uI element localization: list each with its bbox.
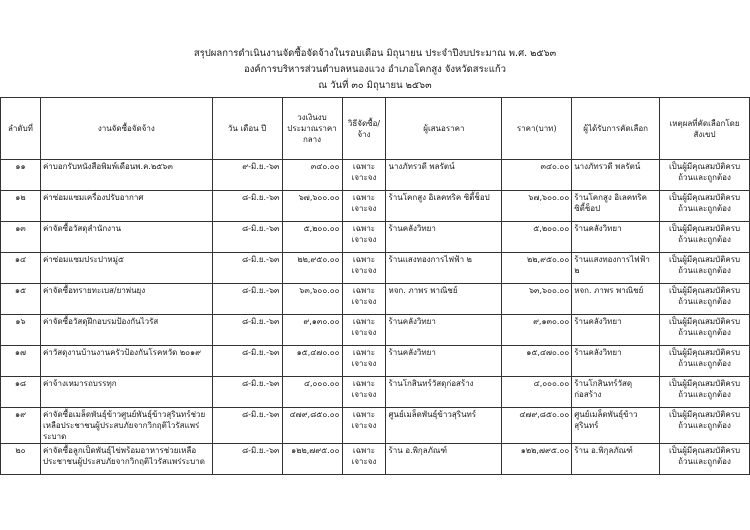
cell-bidder: ร้านคลังวิทยา [386, 315, 502, 346]
cell-budget: ๙,๑๓๐.๐๐ [282, 315, 342, 346]
col-header-date: วัน เดือน ปี [212, 98, 282, 160]
cell-work: ค่าจัดซื้อวัสดุสำนักงาน [40, 222, 212, 253]
cell-date: ๘-มิ.ย.-๖๓ [212, 377, 282, 408]
cell-reason: เป็นผู้มีคุณสมบัติครบถ้วนและถูกต้อง [660, 284, 750, 315]
cell-price: ๔๗๙,๘๕๐.๐๐ [502, 408, 572, 444]
cell-method: เฉพาะเจาะจง [342, 222, 386, 253]
cell-budget: ๔๗๙,๘๕๐.๐๐ [282, 408, 342, 444]
col-header-bidder: ผู้เสนอราคา [386, 98, 502, 160]
cell-reason: เป็นผู้มีคุณสมบัติครบถ้วนและถูกต้อง [660, 408, 750, 444]
col-header-reason: เหตุผลที่คัดเลือกโดยสังเขป [660, 98, 750, 160]
table-row [1, 253, 750, 284]
cell-method: เฉพาะเจาะจง [342, 444, 386, 475]
cell-budget: ๓๔๐.๐๐ [282, 160, 342, 191]
document-title: สรุปผลการดำเนินงานจัดซื้อจัดจ้างในรอบเดือน มิถุนายน ประจำปีงบประมาณ พ.ศ. ๒๕๖๓ [193, 48, 557, 59]
col-header-method: วิธีจัดซื้อ/จ้าง [342, 98, 386, 160]
procurement-table [0, 97, 750, 475]
col-header-budget: วงเงินงบประมาณราคากลาง [282, 98, 342, 160]
col-header-no: ลำดับที่ [1, 98, 41, 160]
cell-bidder: ร้านคลังวิทยา [386, 222, 502, 253]
report-date: ณ วันที่ ๓๐ มิถุนายน ๒๕๖๓ [318, 80, 432, 91]
col-header-price: ราคา(บาท) [502, 98, 572, 160]
cell-work: ค่าจ้างเหมารถบรรทุก [40, 377, 212, 408]
table-row [1, 191, 750, 222]
cell-bidder: ร้านโคกสูง อิเลคทริค ซิตี้ช็อป [386, 191, 502, 222]
cell-price: ๑๒๒,๗๙๕.๐๐ [502, 444, 572, 475]
cell-no: ๑๒ [1, 191, 41, 222]
cell-date: ๘-มิ.ย.-๖๓ [212, 408, 282, 444]
cell-work: ค่าจัดซื้อวัสดุฝึกอบรมป้องกันไวรัส [40, 315, 212, 346]
cell-bidder: นางภัทรวดี พลรัตน์ [386, 160, 502, 191]
cell-date: ๘-มิ.ย.-๖๓ [212, 222, 282, 253]
cell-no: ๑๕ [1, 284, 41, 315]
cell-no: ๑๙ [1, 408, 41, 444]
cell-no: ๑๖ [1, 315, 41, 346]
cell-reason: เป็นผู้มีคุณสมบัติครบถ้วนและถูกต้อง [660, 315, 750, 346]
cell-price: ๙,๑๓๐.๐๐ [502, 315, 572, 346]
cell-no: ๑๘ [1, 377, 41, 408]
cell-method: เฉพาะเจาะจง [342, 253, 386, 284]
table-row [1, 444, 750, 475]
cell-date: ๙-มิ.ย.-๖๓ [212, 160, 282, 191]
cell-method: เฉพาะเจาะจง [342, 191, 386, 222]
cell-winner: ร้านโกสินทร์วัสดุก่อสร้าง [572, 377, 660, 408]
cell-budget: ๑๒๒,๗๙๕.๐๐ [282, 444, 342, 475]
col-header-winner: ผู้ได้รับการคัดเลือก [572, 98, 660, 160]
cell-winner: ร้านแสงทองการไฟฟ้า ๒ [572, 253, 660, 284]
table-row [1, 315, 750, 346]
cell-no: ๑๑ [1, 160, 41, 191]
cell-reason: เป็นผู้มีคุณสมบัติครบถ้วนและถูกต้อง [660, 191, 750, 222]
cell-price: ๑๕,๔๗๐.๐๐ [502, 346, 572, 377]
cell-bidder: ร้าน อ.พิกุลภัณฑ์ [386, 444, 502, 475]
cell-no: ๒๐ [1, 444, 41, 475]
cell-date: ๘-มิ.ย.-๖๓ [212, 346, 282, 377]
cell-budget: ๖๓,๖๐๐.๐๐ [282, 284, 342, 315]
cell-reason: เป็นผู้มีคุณสมบัติครบถ้วนและถูกต้อง [660, 444, 750, 475]
cell-work: ค่าวัสดุงานบ้านงานครัวป้องกันโรคหวัด ๒๐๑๙ [40, 346, 212, 377]
cell-date: ๘-มิ.ย.-๖๓ [212, 315, 282, 346]
cell-bidder: ร้านคลังวิทยา [386, 346, 502, 377]
table-row [1, 222, 750, 253]
cell-budget: ๒๒,๙๕๐.๐๐ [282, 253, 342, 284]
col-header-work: งานจัดซื้อจัดจ้าง [40, 98, 212, 160]
cell-price: ๕,๒๐๐.๐๐ [502, 222, 572, 253]
cell-no: ๑๔ [1, 253, 41, 284]
cell-work: ค่าซ่อมแซมเครื่องปรับอากาศ [40, 191, 212, 222]
cell-winner: ร้านโคกสูง อิเลคทริค ซิตี้ช็อป [572, 191, 660, 222]
cell-method: เฉพาะเจาะจง [342, 408, 386, 444]
cell-reason: เป็นผู้มีคุณสมบัติครบถ้วนและถูกต้อง [660, 160, 750, 191]
cell-date: ๘-มิ.ย.-๖๓ [212, 444, 282, 475]
cell-work: ค่าซ่อมแซมประปาหมู่๕ [40, 253, 212, 284]
cell-budget: ๕,๒๐๐.๐๐ [282, 222, 342, 253]
cell-bidder: ร้านโกสินทร์วัสดุก่อสร้าง [386, 377, 502, 408]
cell-price: ๔,๐๐๐.๐๐ [502, 377, 572, 408]
table-row [1, 284, 750, 315]
cell-budget: ๑๕,๔๗๐.๐๐ [282, 346, 342, 377]
cell-winner: ร้านคลังวิทยา [572, 346, 660, 377]
cell-winner: ร้านคลังวิทยา [572, 222, 660, 253]
organization-name: องค์การบริหารส่วนตำบลหนองแวง อำเภอโคกสูง จังหวัดสระแก้ว [243, 64, 507, 75]
cell-method: เฉพาะเจาะจง [342, 284, 386, 315]
cell-winner: หจก. ภาพร พาณิชย์ [572, 284, 660, 315]
cell-method: เฉพาะเจาะจง [342, 315, 386, 346]
table-row [1, 377, 750, 408]
cell-bidder: หจก. ภาพร พาณิชย์ [386, 284, 502, 315]
cell-budget: ๔,๐๐๐.๐๐ [282, 377, 342, 408]
cell-reason: เป็นผู้มีคุณสมบัติครบถ้วนและถูกต้อง [660, 253, 750, 284]
cell-reason: เป็นผู้มีคุณสมบัติครบถ้วนและถูกต้อง [660, 222, 750, 253]
table-header-row [1, 98, 750, 160]
cell-price: ๓๔๐.๐๐ [502, 160, 572, 191]
cell-reason: เป็นผู้มีคุณสมบัติครบถ้วนและถูกต้อง [660, 346, 750, 377]
table-row [1, 408, 750, 444]
cell-work: ค่าจัดซื้อทรายทะเบส/ยาพ่นยุง [40, 284, 212, 315]
cell-no: ๑๓ [1, 222, 41, 253]
cell-work: ค่าจัดซื้อเมล็ดพันธุ์ข้าวศูนย์พันธุ์ข้าวสุรินทร์ช่วยเหลือประชาชนผู้ประสบภัยจากวิกฤติไวรัสแพร่ระบาด [40, 408, 212, 444]
cell-method: เฉพาะเจาะจง [342, 160, 386, 191]
cell-bidder: ศูนย์เมล็ดพันธุ์ข้าวสุรินทร์ [386, 408, 502, 444]
cell-date: ๘-มิ.ย.-๖๓ [212, 284, 282, 315]
cell-budget: ๖๗,๖๐๐.๐๐ [282, 191, 342, 222]
table-row [1, 160, 750, 191]
table-row [1, 346, 750, 377]
cell-date: ๘-มิ.ย.-๖๓ [212, 253, 282, 284]
cell-no: ๑๗ [1, 346, 41, 377]
cell-winner: ร้านคลังวิทยา [572, 315, 660, 346]
cell-price: ๒๒,๙๕๐.๐๐ [502, 253, 572, 284]
cell-work: ค่าบอกรับหนังสือพิมพ์เดือนพ.ค.๒๕๖๓ [40, 160, 212, 191]
cell-reason: เป็นผู้มีคุณสมบัติครบถ้วนและถูกต้อง [660, 377, 750, 408]
cell-price: ๖๓,๖๐๐.๐๐ [502, 284, 572, 315]
cell-bidder: ร้านแสงทองการไฟฟ้า ๒ [386, 253, 502, 284]
cell-date: ๘-มิ.ย.-๖๓ [212, 191, 282, 222]
cell-winner: ร้าน อ.พิกุลภัณฑ์ [572, 444, 660, 475]
cell-method: เฉพาะเจาะจง [342, 346, 386, 377]
cell-work: ค่าจัดซื้อลูกเป็ดพันธุ์ไข่พร้อมอาหารช่วยเหลือประชาชนผู้ประสบภัยจากวิกฤติไวรัสแพร่ระบาด [40, 444, 212, 475]
cell-winner: นางภัทรวดี พลรัตน์ [572, 160, 660, 191]
cell-method: เฉพาะเจาะจง [342, 377, 386, 408]
cell-winner: ศูนย์เมล็ดพันธุ์ข้าวสุรินทร์ [572, 408, 660, 444]
cell-price: ๖๗,๖๐๐.๐๐ [502, 191, 572, 222]
